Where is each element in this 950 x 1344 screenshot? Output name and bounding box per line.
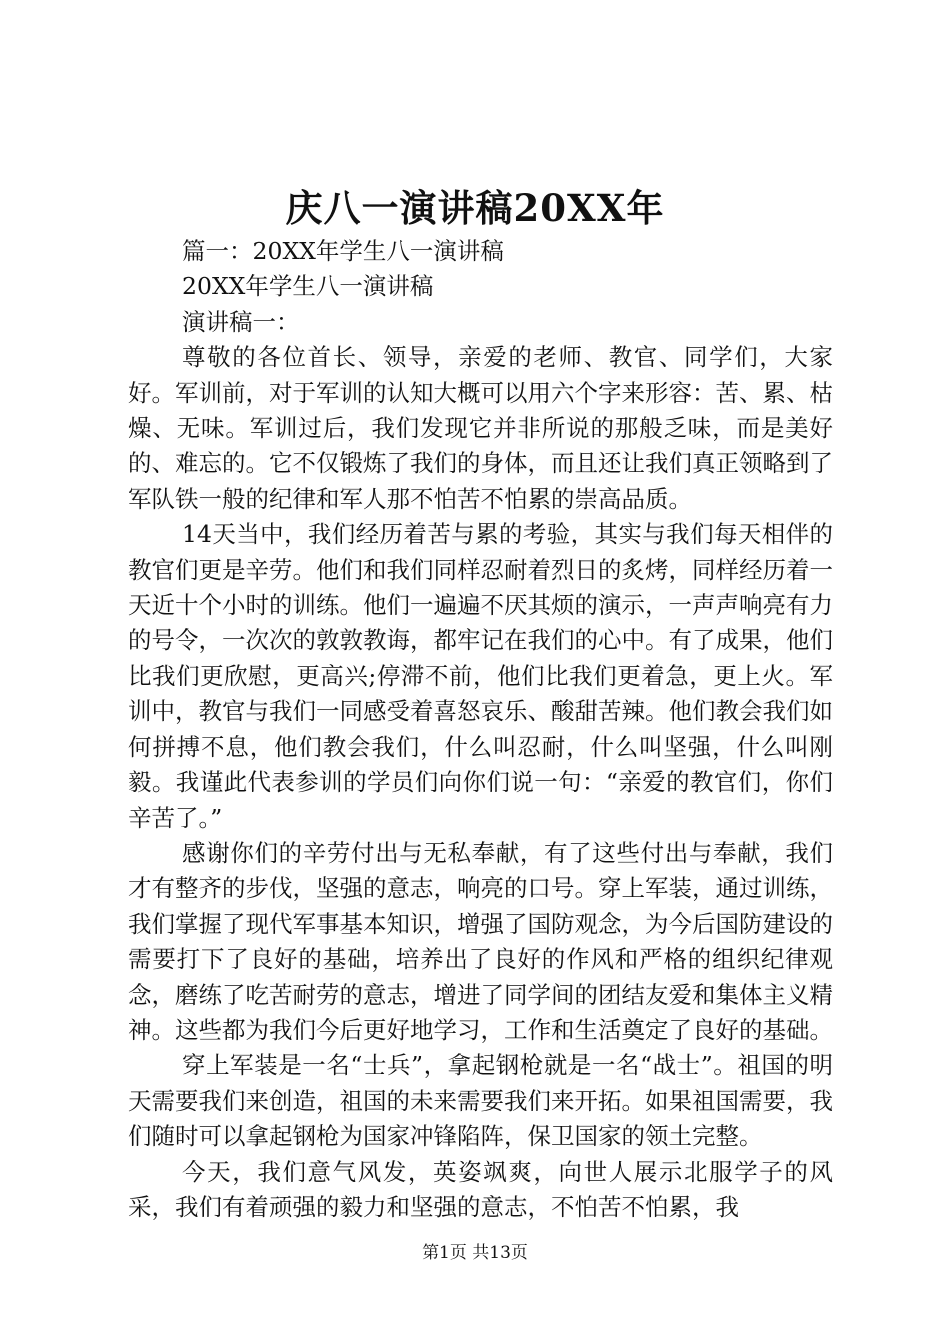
speech-subheading: 演讲稿一： xyxy=(182,307,300,336)
speech-heading: 20XX年学生八一演讲稿 xyxy=(182,272,434,301)
paragraph: 今天，我们意气风发，英姿飒爽，向世人展示北服学子的风采，我们有着顽强的毅力和坚强的意志，不怕苦不怕累，我 xyxy=(128,1157,833,1221)
section-heading: 篇一：20XX年学生八一演讲稿 xyxy=(182,237,504,265)
document-title: 庆八一演讲稿20XX年 xyxy=(285,186,665,230)
paragraph: 尊敬的各位首长、领导，亲爱的老师、教官、同学们，大家好。军训前，对于军训的认知大概可以用六个字来形容：苦、累、枯燥、无味。军训过后，我们发现它并非所说的那般乏味，而是美好的、难忘的。它不仅锻炼了我们的身体，而且还让我们真正领略到了军队铁一般的纪律和军人那不怕苦不怕累的崇高品质。 xyxy=(128,343,833,513)
paragraph: 感谢你们的辛劳付出与无私奉献，有了这些付出与奉献，我们才有整齐的步伐，坚强的意志，响亮的口号。穿上军装，通过训练，我们掌握了现代军事基本知识，增强了国防观念，为今后国防建设的需要打下了良好的基础，培养出了良好的作风和严格的组织纪律观念，磨练了吃苦耐劳的意志，增进了同学间的团结友爱和集体主义精神。这些都为我们今后更好地学习，工作和生活奠定了良好的基础。 xyxy=(128,838,833,1044)
paragraph: 14天当中，我们经历着苦与累的考验，其实与我们每天相伴的教官们更是辛劳。他们和我们同样忍耐着烈日的炙烤，同样经历着一天近十个小时的训练。他们一遍遍不厌其烦的演示，一声声响亮有力的号令，一次次的敦敦教诲，都牢记在我们的心中。有了成果，他们比我们更欣慰，更高兴;停滞不前，他们比我们更着急，更上火。军训中，教官与我们一同感受着喜怒哀乐、酸甜苦辣。他们教会我们如何拼搏不息，他们教会我们，什么叫忍耐，什么叫坚强，什么叫刚毅。我谨此代表参训的学员们向你们说一句：“亲爱的教官们，你们辛苦了。” xyxy=(128,520,833,832)
paragraph: 穿上军装是一名“士兵”，拿起钢枪就是一名“战士”。祖国的明天需要我们来创造，祖国的未来需要我们来开拓。如果祖国需要，我们随时可以拿起钢枪为国家冲锋陷阵，保卫国家的领土完整。 xyxy=(128,1051,833,1151)
document-body xyxy=(128,234,833,1225)
page-footer: 第1页 共13页 xyxy=(422,1243,528,1263)
